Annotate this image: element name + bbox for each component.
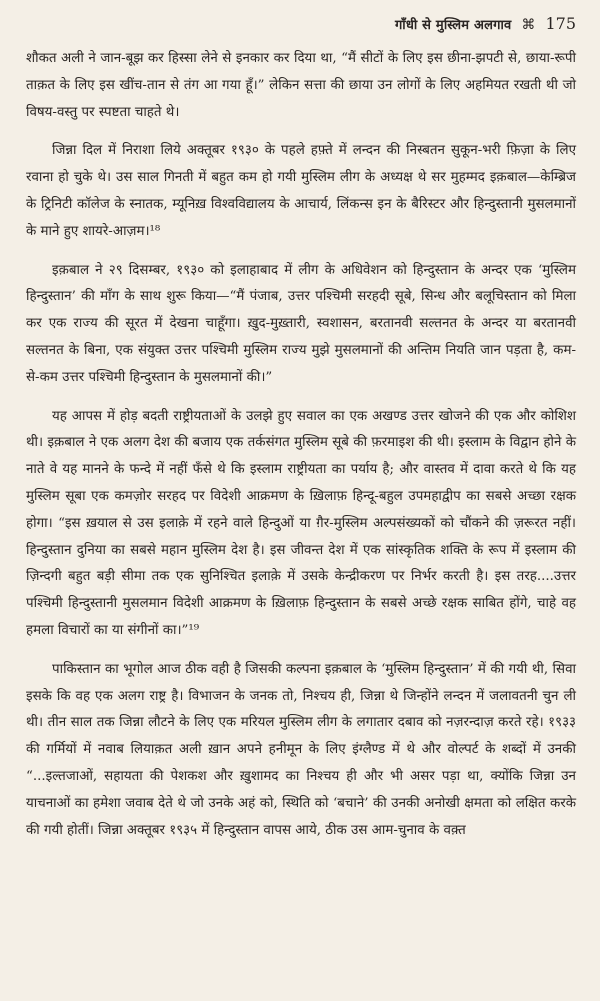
- paragraph-1: शौकत अली ने जान-बूझ कर हिस्सा लेने से इनकार कर दिया था, “मैं सीटों के लिए इस छीना-झपटी से, छाया-रूपी ताक़त के लिए इस खींच-तान से तंग आ गया हूँ।” लेकिन सत्ता की छाया उन लोगों के लिए अहमियत रखती थी जो विषय-वस्तु पर स्पष्टता चाहते थे।: [26, 51, 576, 120]
- page-number: 175: [545, 14, 576, 33]
- paragraph-4: यह आपस में होड़ बदती राष्ट्रीयताओं के उलझे हुए सवाल का एक अखण्ड उत्तर खोजने की एक और कोशिश थी। इक़बाल ने एक अलग देश की बजाय एक तर्कसंगत मुस्लिम सूबे की फ़रमाइश की थी। इस्लाम के विद्वान होने के नाते वे यह मानने के फन्दे में नहीं फँसे थे कि इस्लाम राष्ट्रीयता का पर्याय है; और वास्तव में दावा करते थे कि यह मुस्लिम सूबा एक कमज़ोर सरहद पर विदेशी आक्रमण के ख़िलाफ़ हिन्दू-बहुल उपमहाद्वीप का सबसे अच्छा रक्षक होगा। “इस ख़याल से उस इलाक़े में रहने वाले हिन्दुओं या ग़ैर-मुस्लिम अल्पसंख्यकों को चौंकने की ज़रूरत नहीं। हिन्दुस्तान दुनिया का सबसे महान मुस्लिम देश है। इस जीवन्त देश में एक सांस्कृतिक शक्ति के रूप में इस्लाम की ज़िन्दगी बहुत बड़ी सीमा तक एक सुनिश्चित इलाक़े में उसके केन्द्रीकरण पर निर्भर करती है। इस तरह....उत्तर पश्चिमी हिन्दुस्तानी मुसलमान विदेशी आक्रमण के ख़िलाफ़ हिन्दुस्तान के सबसे अच्छे रक्षक साबित होंगे, चाहे वह हमला विचारों का या संगीनों का।”¹⁹: [26, 408, 576, 638]
- ornament-icon: ⌘: [521, 17, 536, 33]
- paragraph-2: जिन्ना दिल में निराशा लिये अक्तूबर १९३० के पहले हफ़्ते में लन्दन की निस्बतन सुकून-भरी फ़िज़ा के लिए रवाना हो चुके थे। उस साल गिनती में बहुत कम हो गयी मुस्लिम लीग के अध्यक्ष थे सर मुहम्मद इक़बाल—केम्ब्रिज के ट्रिनिटी कॉलेज के स्नातक, म्यूनिख़ विश्वविद्यालय के आचार्य, लिंकन्स इन के बैरिस्टर और हिन्दुस्तानी मुसलमानों के माने हुए शायरे-आज़म।¹⁸: [26, 143, 576, 239]
- running-head: [26, 14, 576, 42]
- paragraph-3: इक़बाल ने २९ दिसम्बर, १९३० को इलाहाबाद में लीग के अधिवेशन को हिन्दुस्तान के अन्दर एक ‘मुस्लिम हिन्दुस्तान’ की माँग के साथ शुरू किया—“मैं पंजाब, उत्तर पश्चिमी सरहदी सूबे, सिन्ध और बलूचिस्तान को मिला कर एक राज्य की सूरत में देखना चाहूँगा। ख़ुद-मुख़्तारी, स्वशासन, बरतानवी सल्तनत के अन्दर या बरतानवी सल्तनत के बिना, एक संयुक्त उत्तर पश्चिमी मुस्लिम राज्य मुझे मुसलमानों की अन्तिम नियति जान पड़ता है, कम-से-कम उत्तर पश्चिमी हिन्दुस्तान के मुसलमानों की।”: [26, 262, 576, 385]
- body-text: [26, 46, 576, 844]
- paragraph-5: पाकिस्तान का भूगोल आज ठीक वही है जिसकी कल्पना इक़बाल के ‘मुस्लिम हिन्दुस्तान’ में की गयी थी, सिवा इसके कि वह एक अलग राष्ट्र है। विभाजन के जनक तो, निश्चय ही, जिन्ना थे जिन्होंने लन्दन में जलावतनी चुन ली थी। तीन साल तक जिन्ना लौटने के लिए एक मरियल मुस्लिम लीग के लगातार दबाव को नज़रन्दाज़ करते रहे। १९३३ की गर्मियों में नवाब लियाक़त अली ख़ान अपने हनीमून के लिए इंग्लैण्ड में थे और वोल्पर्ट के शब्दों में उनकी “...इल्तजाओं, सहायता की पेशकश और ख़ुशामद का निश्चय ही और भी असर पड़ा था, क्योंकि जिन्ना उन याचनाओं का हमेशा जवाब देते थे जो उनके अहं को, स्थिति को ‘बचाने’ की उनकी अनोखी क्षमता को लक्षित करके की गयी होतीं। जिन्ना अक्तूबर १९३५ में हिन्दुस्तान वापस आये, ठीक उस आम-चुनाव के वक़्त: [26, 661, 576, 838]
- chapter-title: गाँधी से मुस्लिम अलगाव: [394, 18, 512, 33]
